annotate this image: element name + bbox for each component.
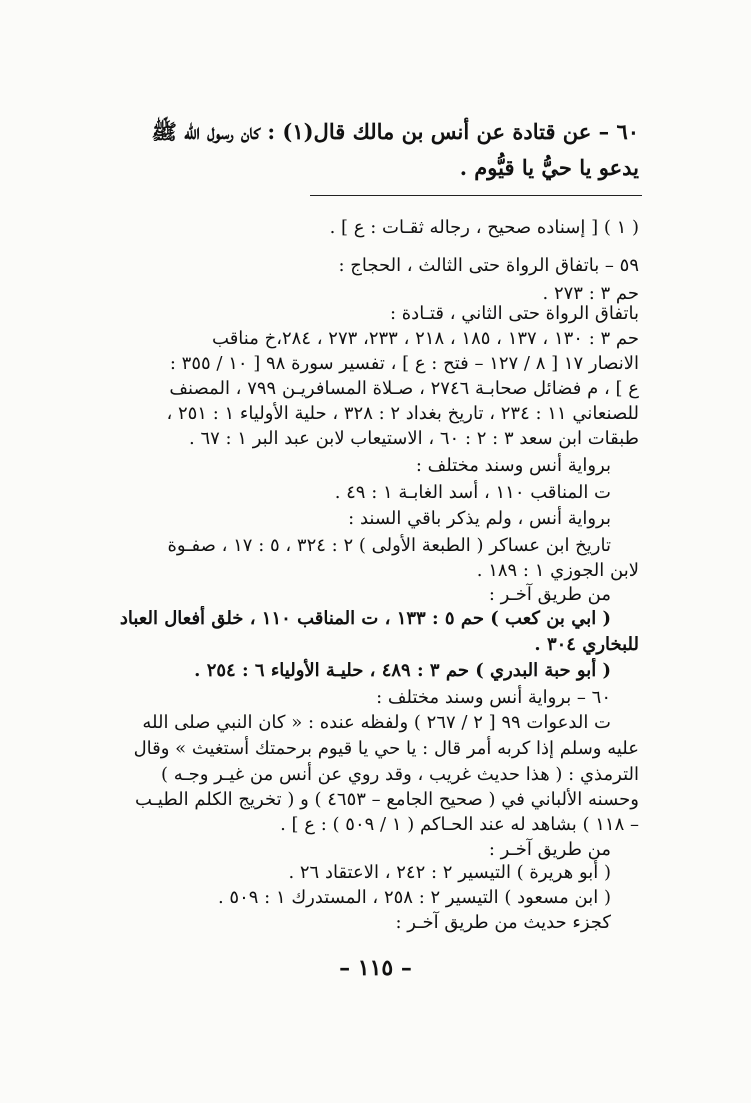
footnote-line: وحسنه الألباني في ( صحيح الجامع – ٤٦٥٣ ) و ( تخريج الكلم الطيـب <box>134 789 639 810</box>
footnote-line: ٥٩ً – باتفاق الرواة حتى الثالث ، الحجاج : <box>338 255 639 276</box>
footnote-separator <box>310 195 642 196</box>
footnote-line: ( ابي بن كعب ) حم ٥ : ١٣٣ ، ت المناقب ١١٠ ، خلق أفعال العباد <box>119 608 611 629</box>
footnote-line: كجزء حديث من طريق آخـر : <box>395 912 611 933</box>
footnote-line: ت الدعوات ٩٩ [ ٢ / ٢٦٧ ) ولفظه عنده : « كان النبي صلى الله <box>142 712 611 733</box>
footnote-line: ( ابن مسعود ) التيسير ٢ : ٢٥٨ ، المستدرك ١ : ٥٠٩ . <box>217 887 611 908</box>
footnote-line: ع ] ، م فضائل صحابـة ٢٧٤٦ ، صـلاة المسافريـن ٧٩٩ ، المصنف <box>169 378 639 399</box>
footnote-line: ت المناقب ١١٠ ، أسد الغابـة ١ : ٤٩ . <box>334 482 611 503</box>
footnote-line: باتفاق الرواة حتى الثاني ، قتـادة : <box>389 303 639 324</box>
footnote-line: طبقات ابن سعد ٣ : ٢ : ٦٠ ، الاستيعاب لابن عبد البر ١ : ٦٧ . <box>188 428 639 449</box>
footnote-line: حم ٣ : ٢٧٣ . <box>542 283 639 304</box>
hadith-line-1: ٦٠ً – عن قتادة عن أنس بن مالك قال(١) : كان رسول الله ﷺ <box>151 119 639 144</box>
footnote-line: برواية أنس ، ولم يذكر باقي السند : <box>348 508 611 529</box>
footnote-line: – ١١٨ ) بشاهد له عند الحـاكم ( ١ / ٥٠٩ ) : ع ] . <box>280 814 639 835</box>
footnote-line: للصنعاني ١١ : ٢٣٤ ، تاريخ بغداد ٢ : ٣٢٨ ، حلية الأولياء ١ : ٢٥١ ، <box>166 403 639 424</box>
footnote-line: تاريخ ابن عساكر ( الطبعة الأولى ) ٢ : ٣٢٤ ، ٥ : ١٧ ، صفـوة <box>167 535 611 556</box>
footnote-line: من طريق آخـر : <box>488 839 611 860</box>
footnote-line: لابن الجوزي ١ : ١٨٩ . <box>476 560 639 581</box>
page-number: – ١١٥ – <box>339 955 412 981</box>
footnote-line: من طريق آخـر : <box>488 584 611 605</box>
footnote-line: الترمذي : ( هذا حديث غريب ، وقد روي عن أنس من غيـر وجـه ) <box>160 764 639 785</box>
footnote-line: حم ٣ : ١٣٠ ، ١٣٧ ، ١٨٥ ، ٢١٨ ، ٢٣٣، ٢٧٣ ، ٢٨٤،خ مناقب <box>212 328 639 349</box>
hadith-line-2: يدعو يا حيُّ يا قيُّوم . <box>459 155 639 180</box>
footnote-line: الانصار ١٧ [ ٨ / ١٢٧ – فتح : ع ] ، تفسير سورة ٩٨ [ ١٠ / ٣٥٥ : <box>169 353 639 374</box>
footnote-line: للبخاري ٣٠٤ . <box>534 634 639 655</box>
footnote-line: ٦٠ً – برواية أنس وسند مختلف : <box>376 687 611 708</box>
footnote-1: ( ١ ) [ إسناده صحيح ، رجاله ثقـات : ع ] . <box>329 217 639 238</box>
footnote-line: ( أبو هريرة ) التيسير ٢ : ٢٤٢ ، الاعتقاد ٢٦ . <box>288 862 611 883</box>
footnote-line: ( أبو حبة البدري ) حم ٣ : ٤٨٩ ، حليـة الأولياء ٦ : ٢٥٤ . <box>194 660 611 681</box>
footnote-line: عليه وسلم إذا كربه أمر قال : يا حي يا قيوم برحمتك أستغيث » وقال <box>133 738 639 759</box>
footnote-line: برواية أنس وسند مختلف : <box>415 455 611 476</box>
